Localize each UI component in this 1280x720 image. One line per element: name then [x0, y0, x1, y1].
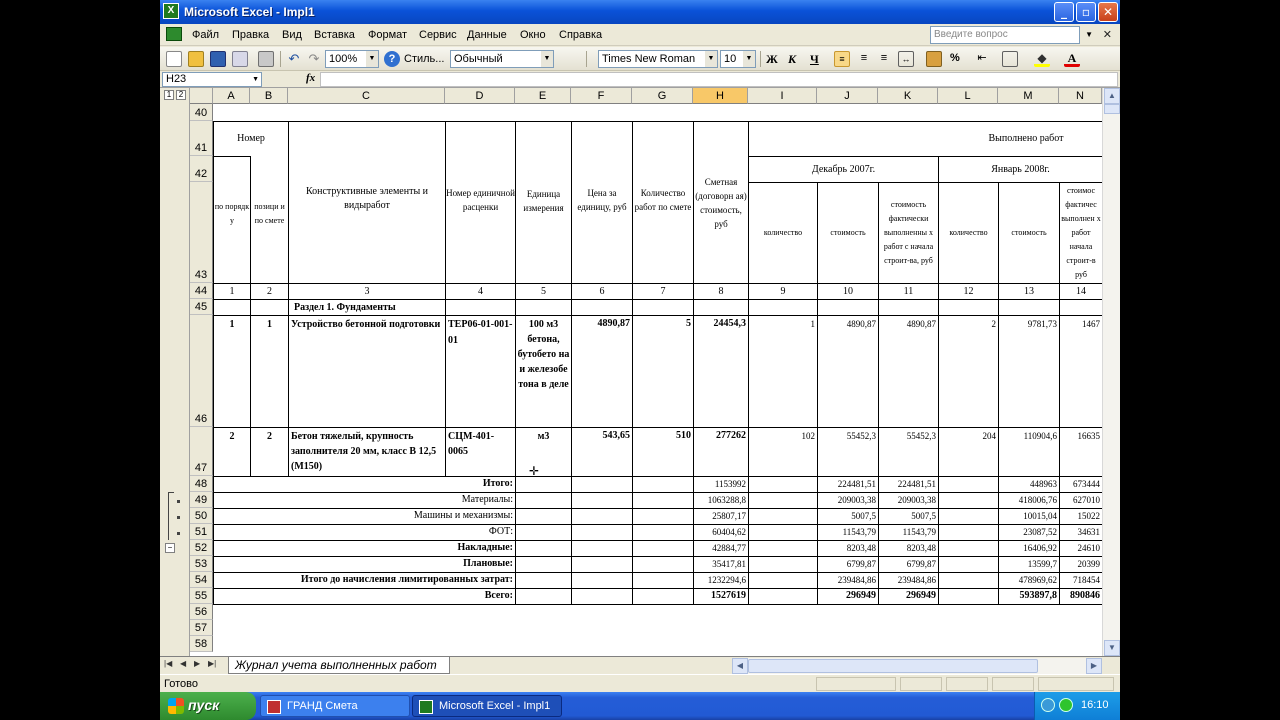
chevron-down-icon[interactable]: ▼	[1085, 30, 1093, 39]
italic-button[interactable]: К	[788, 52, 797, 66]
header-smetnaya: Сметная (договорн ая) стоимость, руб	[695, 177, 747, 229]
save-icon[interactable]	[210, 51, 226, 67]
currency-icon[interactable]	[926, 51, 942, 67]
align-left-icon[interactable]: ≡	[834, 51, 850, 67]
system-tray	[1034, 692, 1120, 720]
workbook-close-icon[interactable]: ✕	[1102, 28, 1112, 41]
total-j: 11543,79	[842, 527, 876, 537]
menu-insert[interactable]: Вставка	[314, 29, 355, 41]
col-number: 10	[843, 285, 853, 297]
col-number: 9	[780, 285, 786, 297]
item2-cost: 277262	[716, 430, 746, 441]
open-icon[interactable]	[188, 51, 204, 67]
column-header-b[interactable]: B	[250, 88, 288, 104]
total-label: ФОТ:	[488, 526, 513, 537]
outline-dot	[177, 532, 180, 535]
row-header[interactable]: 52	[190, 540, 213, 556]
total-h: 1063288,8	[707, 495, 746, 505]
chevron-down-icon[interactable]: ▼	[252, 76, 259, 83]
workbook-icon[interactable]	[166, 27, 182, 41]
item1-n2: 1	[267, 318, 272, 330]
total-k: 11543,79	[902, 527, 936, 537]
total-j: 6799,87	[846, 559, 876, 569]
total-m: 16406,92	[1023, 543, 1057, 553]
outline-bracket-top	[168, 492, 174, 493]
row-header[interactable]: 47	[190, 427, 213, 476]
col-number: 5	[541, 285, 546, 297]
header-edinica: Единица измерения	[523, 189, 564, 213]
total-m: 593897,8	[1019, 590, 1057, 601]
item2-code: СЦМ-401-0065	[448, 431, 495, 457]
item2-name: Бетон тяжелый, крупность заполнителя 20 мм, класс В 12,5 (М150)	[291, 431, 437, 472]
row-header[interactable]: 42	[190, 156, 213, 182]
underline-button[interactable]: Ч	[810, 52, 819, 66]
item1-cost: 24454,3	[713, 318, 746, 329]
column-header-e[interactable]: E	[515, 88, 571, 104]
column-header-l[interactable]: L	[938, 88, 998, 104]
maximize-button[interactable]: ▫	[1076, 2, 1096, 22]
total-label: Итого до начисления лимитированных затрат:	[300, 574, 513, 585]
item2-unit: м3	[537, 430, 550, 442]
total-k: 6799,87	[906, 559, 936, 569]
last-sheet-icon[interactable]: ▶|	[208, 659, 217, 668]
row-header[interactable]: 40	[190, 104, 213, 121]
start-label: пуск	[188, 697, 220, 713]
total-label: Накладные:	[457, 542, 513, 553]
start-button[interactable]	[160, 692, 256, 720]
security-icon[interactable]	[1059, 698, 1073, 712]
item1-qty: 5	[686, 318, 691, 329]
total-j: 224481,51	[837, 479, 876, 489]
total-label: Всего:	[484, 590, 513, 601]
prev-sheet-icon[interactable]: ◀	[180, 659, 187, 668]
row-header[interactable]: 55	[190, 588, 213, 604]
column-header-g[interactable]: G	[632, 88, 693, 104]
column-header-h[interactable]: H	[693, 88, 748, 104]
horizontal-scrollbar[interactable]	[732, 658, 1102, 674]
new-icon[interactable]	[166, 51, 182, 67]
column-header-f[interactable]: F	[571, 88, 632, 104]
total-n: 718454	[1073, 575, 1100, 585]
header-stoimost-jan: стоимость	[1011, 228, 1047, 237]
worksheet	[160, 88, 1120, 656]
row-header[interactable]: 41	[190, 121, 213, 156]
total-j: 296949	[846, 590, 876, 601]
undo-icon[interactable]: ↶	[288, 51, 300, 66]
row-header[interactable]: 43	[190, 182, 213, 283]
scroll-up-icon[interactable]: ▲	[1104, 88, 1120, 104]
header-po-poryadku: по порядк у	[214, 202, 250, 225]
grand-smeta-icon	[267, 700, 281, 714]
column-header-m[interactable]: M	[998, 88, 1059, 104]
title-bar	[160, 0, 1120, 24]
total-n: 890846	[1070, 590, 1100, 601]
formula-bar	[160, 71, 1120, 88]
column-header-i[interactable]: I	[748, 88, 817, 104]
item1-unit: 100 м3 бетона, бутобето на и железобе тона в деле	[517, 319, 570, 390]
zoom-value: 100%	[329, 53, 358, 65]
item2-l: 204	[982, 431, 996, 441]
total-h: 35417,81	[712, 559, 746, 569]
col-number: 6	[599, 285, 605, 297]
style-value: Обычный	[454, 53, 503, 65]
col-number: 7	[660, 285, 666, 297]
total-k: 5007,5	[911, 511, 936, 521]
item2-qty: 510	[676, 430, 691, 441]
total-h: 60404,62	[712, 527, 746, 537]
row-header[interactable]: 56	[190, 604, 213, 620]
header-nomer: Номер	[237, 133, 265, 144]
total-j: 8203,48	[846, 543, 876, 553]
header-konstr: Конструктивные элементы и видыработ	[305, 186, 429, 211]
total-m: 448963	[1030, 479, 1057, 489]
scroll-left-icon[interactable]: ◀	[732, 658, 748, 674]
total-label: Машины и механизмы:	[413, 510, 513, 521]
header-stoimost-fakt-dec: стоимость фактически выполненны х работ с начала строит-ва, руб	[883, 200, 934, 265]
window-title: Microsoft Excel - Impl1	[184, 5, 315, 19]
excel-task-icon	[419, 700, 433, 714]
status-pane	[992, 677, 1034, 691]
total-h: 25807,17	[712, 511, 746, 521]
menu-edit[interactable]: Правка	[232, 29, 270, 41]
total-k: 296949	[906, 590, 936, 601]
align-center-icon[interactable]: ≡	[860, 52, 868, 64]
menu-view[interactable]: Вид	[282, 29, 302, 41]
row-header[interactable]: 54	[190, 572, 213, 588]
row-header[interactable]: 51	[190, 524, 213, 540]
col-number: 4	[478, 285, 483, 297]
total-k: 209003,38	[897, 495, 936, 505]
fx-icon[interactable]: fx	[306, 72, 316, 84]
taskbar	[160, 692, 1120, 720]
item1-j: 4890,87	[846, 319, 876, 329]
task-label: ГРАНД Смета	[287, 700, 358, 712]
row-header[interactable]: 53	[190, 556, 213, 572]
total-n: 673444	[1073, 479, 1100, 489]
status-bar	[160, 674, 1120, 692]
excel-icon: X	[163, 3, 179, 19]
minimize-button[interactable]: _	[1054, 2, 1074, 22]
vertical-scrollbar[interactable]	[1102, 88, 1120, 656]
row-header[interactable]: 58	[190, 636, 213, 652]
column-header-k[interactable]: K	[878, 88, 938, 104]
menu-help[interactable]: Справка	[559, 29, 603, 41]
outline-level-2-button[interactable]: 2	[176, 90, 186, 100]
header-kolichestvo-jan: количество	[949, 228, 988, 237]
column-header-n[interactable]: N	[1059, 88, 1102, 104]
total-m: 478969,62	[1018, 575, 1057, 585]
screen	[160, 0, 1120, 720]
item2-j: 55452,3	[846, 431, 876, 441]
item1-m: 9781,73	[1027, 319, 1057, 329]
scroll-down-icon[interactable]: ▼	[1104, 640, 1120, 656]
header-january-2008: Январь 2008г.	[991, 163, 1050, 175]
font-name-select[interactable]	[598, 50, 718, 68]
chevron-down-icon[interactable]: ▼	[743, 51, 755, 67]
column-header-a[interactable]: A	[213, 88, 250, 104]
toolbar	[160, 47, 1120, 71]
total-j: 5007,5	[851, 511, 876, 521]
font-color-icon[interactable]: A	[1064, 51, 1080, 67]
header-december-2007: Декабрь 2007г.	[811, 163, 876, 175]
row-header[interactable]: 50	[190, 508, 213, 524]
network-icon[interactable]	[1041, 698, 1055, 712]
font-name-value: Times New Roman	[602, 53, 696, 65]
item1-name: Устройство бетонной подготовки	[291, 319, 441, 330]
header-stoimost-dec: стоимость	[830, 228, 866, 237]
outline-dot	[177, 516, 180, 519]
col-number: 3	[364, 285, 370, 297]
cell-reference: H23	[166, 73, 187, 85]
item2-m: 110904,6	[1023, 431, 1057, 441]
header-cena: Цена за единицу, руб	[577, 188, 627, 212]
menu-tools[interactable]: Сервис	[419, 29, 457, 41]
chevron-down-icon[interactable]: ▼	[541, 51, 553, 67]
outline-collapse-button[interactable]: −	[165, 543, 175, 553]
item1-price: 4890,87	[597, 318, 630, 329]
total-m: 13599,7	[1027, 559, 1057, 569]
align-right-icon[interactable]: ≡	[880, 52, 888, 64]
font-size-select[interactable]	[720, 50, 756, 68]
row-header[interactable]: 57	[190, 620, 213, 636]
row-header[interactable]: 44	[190, 283, 213, 299]
total-k: 239484,86	[897, 575, 936, 585]
item2-price: 543,65	[602, 430, 630, 441]
col-number: 13	[1024, 285, 1034, 297]
row-header[interactable]: 46	[190, 315, 213, 427]
chevron-down-icon[interactable]: ▼	[366, 51, 378, 67]
col-number: 12	[963, 285, 974, 297]
taskbar-item-excel[interactable]	[412, 695, 562, 717]
total-label: Плановые:	[463, 558, 513, 569]
row-header[interactable]: 45	[190, 299, 213, 315]
merge-center-icon[interactable]: ↔	[898, 51, 914, 67]
header-vypolneno: Выполнено работ	[988, 133, 1064, 144]
formula-input[interactable]	[320, 72, 1118, 87]
total-n: 627010	[1073, 495, 1100, 505]
menu-bar	[160, 24, 1120, 46]
style-label[interactable]: Стиль...	[404, 53, 445, 65]
column-header-j[interactable]: J	[817, 88, 878, 104]
total-k: 8203,48	[906, 543, 936, 553]
clock: 16:10	[1081, 699, 1109, 711]
column-header-d[interactable]: D	[445, 88, 515, 104]
col-number: 11	[903, 285, 914, 297]
total-k: 224481,51	[897, 479, 936, 489]
total-label: Итого:	[482, 478, 513, 489]
outline-level-1-button[interactable]: 1	[164, 90, 174, 100]
item2-i: 102	[801, 431, 815, 441]
scroll-thumb[interactable]	[1104, 104, 1120, 114]
row-header[interactable]: 48	[190, 476, 213, 492]
item2-n2: 2	[267, 430, 272, 442]
redo-icon[interactable]: ↷	[308, 51, 320, 66]
item1-k: 4890,87	[906, 319, 936, 329]
help-search-input[interactable]	[930, 26, 1093, 44]
item1-n1: 1	[229, 318, 235, 330]
decrease-indent-icon[interactable]: ⇤	[977, 52, 987, 64]
fill-color-icon[interactable]: ◆	[1034, 51, 1050, 67]
close-button[interactable]: ✕	[1098, 2, 1118, 22]
col-number: 14	[1076, 285, 1086, 297]
total-j: 239484,86	[837, 575, 876, 585]
total-n: 34631	[1077, 527, 1100, 537]
total-h: 1527619	[711, 590, 746, 601]
outline-bracket	[168, 492, 169, 540]
chevron-down-icon[interactable]: ▼	[705, 51, 717, 67]
windows-logo-icon	[168, 698, 184, 714]
header-pozicii: позици и по смете	[254, 202, 285, 225]
header-kolichestvo-rabot: Количество работ по смете	[634, 188, 692, 212]
header-nomer-rasc: Номер единичной расценки	[446, 188, 515, 212]
item1-i: 1	[810, 319, 815, 329]
header-stoimost-fakt-jan: стоимос фактичес выполнен х работ начала строит-в руб	[1061, 186, 1101, 279]
scroll-right-icon[interactable]: ▶	[1086, 658, 1102, 674]
print-icon[interactable]	[258, 51, 274, 67]
menu-format[interactable]: Формат	[368, 29, 408, 41]
horizontal-scroll-thumb[interactable]	[748, 659, 1038, 673]
status-pane	[816, 677, 896, 691]
menu-data[interactable]: Данные	[467, 29, 507, 41]
total-n: 15022	[1077, 511, 1100, 521]
row-header[interactable]: 49	[190, 492, 213, 508]
item1-l: 2	[991, 319, 996, 329]
column-header-c[interactable]: C	[288, 88, 445, 104]
col-number: 2	[267, 285, 272, 297]
header-kolichestvo-dec: количество	[763, 228, 803, 237]
cell-grid[interactable]	[190, 88, 1102, 656]
task-label: Microsoft Excel - Impl1	[439, 700, 551, 712]
permission-icon[interactable]	[232, 51, 248, 67]
item1-n: 1467	[1082, 319, 1100, 329]
help-icon[interactable]: ?	[384, 51, 400, 67]
item2-n: 16635	[1077, 431, 1100, 441]
status-pane	[1038, 677, 1114, 691]
sheet-tab-bar	[160, 656, 1120, 674]
total-m: 418006,76	[1018, 495, 1057, 505]
total-m: 23087,52	[1023, 527, 1057, 537]
col-number: 1	[229, 285, 235, 297]
col-number: 8	[718, 285, 724, 297]
total-h: 1153992	[714, 479, 746, 489]
name-box[interactable]	[162, 72, 262, 87]
borders-icon[interactable]	[1002, 51, 1018, 67]
item1-code: ТЕР06-01-001-01	[448, 319, 513, 346]
zoom-select[interactable]	[325, 50, 379, 68]
next-sheet-icon[interactable]: ▶	[194, 659, 201, 668]
font-size-value: 10	[724, 53, 737, 65]
sheet-tab-journal[interactable]: Журнал учета выполненных работ	[228, 657, 450, 674]
total-label: Материалы:	[461, 494, 513, 505]
total-h: 1232294,6	[707, 575, 746, 585]
help-placeholder: Введите вопрос	[934, 29, 1008, 40]
menu-file[interactable]: Файл	[192, 29, 220, 41]
first-sheet-icon[interactable]: |◀	[164, 659, 173, 668]
menu-window[interactable]: Окно	[520, 29, 546, 41]
cross-cursor-icon: ✛	[529, 464, 540, 478]
outline-dot	[177, 500, 180, 503]
status-pane	[946, 677, 988, 691]
item2-k: 55452,3	[906, 431, 936, 441]
status-text: Готово	[164, 678, 198, 690]
total-h: 42884,77	[712, 543, 746, 553]
bold-button[interactable]: Ж	[766, 52, 778, 66]
item2-n1: 2	[229, 430, 235, 442]
total-m: 10015,04	[1023, 511, 1057, 521]
outline-pane	[160, 88, 190, 656]
total-j: 209003,38	[837, 495, 876, 505]
total-n: 24610	[1077, 543, 1100, 553]
taskbar-item-grand-smeta[interactable]	[260, 695, 410, 717]
total-n: 20399	[1077, 559, 1100, 569]
percent-button[interactable]: %	[950, 52, 960, 64]
section-title: Раздел 1. Фундаменты	[294, 302, 396, 313]
status-pane	[900, 677, 942, 691]
style-select[interactable]	[450, 50, 554, 68]
